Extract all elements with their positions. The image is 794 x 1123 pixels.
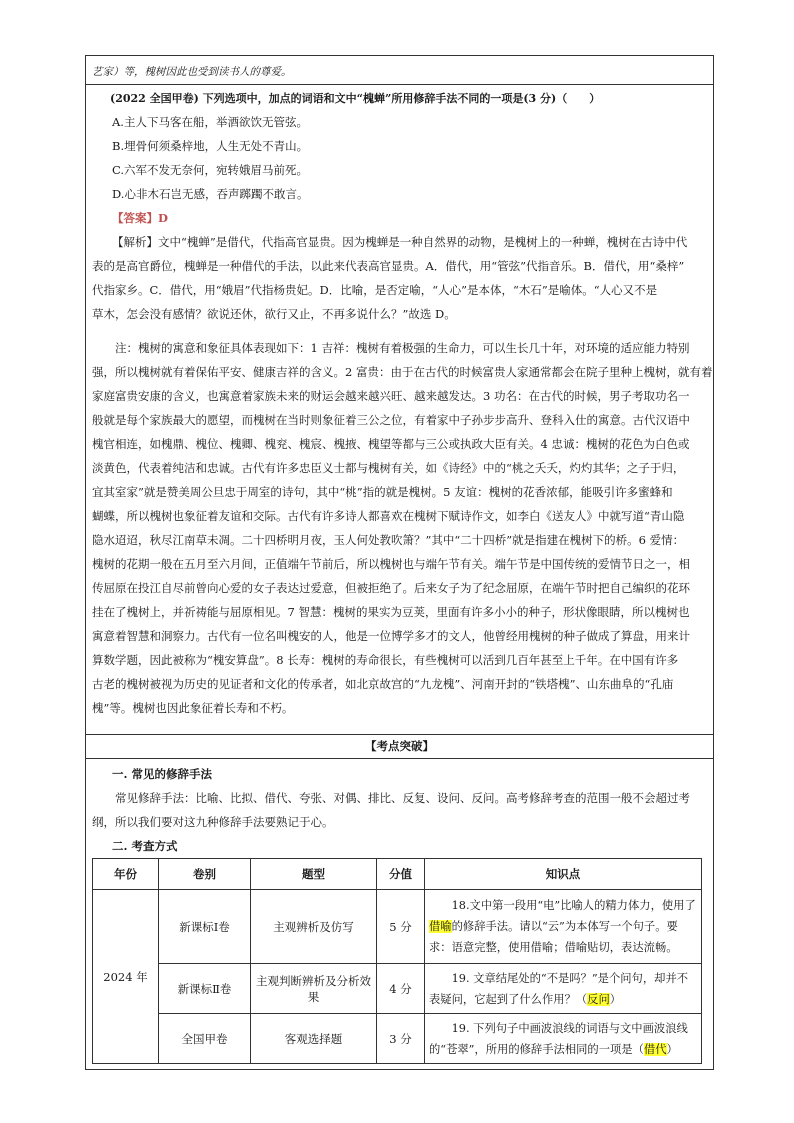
cell-score: 4 分 (377, 964, 425, 1014)
table-row (93, 1014, 702, 1064)
note-line-16: 槐”等。槐树也因此象征着长寿和不朽。 (92, 701, 294, 715)
intro-line: 艺家）等，槐树因此也受到读书人的尊爱。 (92, 66, 292, 78)
note-line-10: 槐树的花期一般在五月至六月间，正值端午节前后，所以槐树也与端午节有关。端午节是中国传统的爱情节日之一，相 (92, 557, 690, 571)
divider (85, 734, 714, 735)
kp-highlight: 借代 (643, 1042, 667, 1056)
note-line-11: 传屈原在投江自尽前曾向心爱的女子表达过爱意，但被拒绝了。后来女子为了纪念屈原，在端午节时把自己编织的花环 (92, 581, 690, 595)
exam-table (92, 858, 702, 1064)
header-score: 分值 (377, 859, 425, 890)
table-row (93, 890, 702, 964)
cell-type: 客观选择题 (251, 1014, 377, 1064)
note-line-12: 挂在了槐树上，并祈祷能与屈原相见。7 智慧：槐树的果实为豆荚，里面有许多小小的种子，形状像眼睛，所以槐树也 (92, 605, 690, 619)
analysis-line-2: 表的是高官爵位，槐蝉是一种借代的手法，以此来代表高官显贵。A．借代，用“管弦”代指音乐。B．借代，用“桑梓” (92, 259, 685, 273)
kp-highlight: 反问 (587, 992, 610, 1006)
divider (85, 758, 714, 759)
answer-label: 【答案】 (112, 211, 158, 225)
cell-type: 主观判断辨析及分析效果 (251, 964, 377, 1014)
note-line-14: 算数学题，因此被称为“槐安算盘”。8 长寿：槐树的寿命很长，有些槐树可以活到几百年甚至上千年。在中国有许多 (92, 653, 679, 667)
table-header-row (93, 859, 702, 890)
cell-knowledge (425, 890, 702, 964)
analysis-line-4: 草木，怎会没有感情？欲说还休，欲行又止，不再多说什么？”故选 D。 (92, 307, 456, 321)
cell-paper: 全国甲卷 (159, 1014, 251, 1064)
question-stem: (2022 全国甲卷) 下列选项中，加点的词语和文中“槐蝉”所用修辞手法不同的一项是(3 分)（ ） (110, 92, 601, 105)
header-year: 年份 (93, 859, 159, 890)
part2-heading: 二. 考查方式 (112, 839, 178, 853)
option-b: B.埋骨何须桑梓地，人生无处不青山。 (112, 139, 309, 153)
kp-highlight: 借喻 (429, 920, 452, 933)
option-d: D.心非木石岂无感，吞声踯躅不敢言。 (112, 187, 309, 201)
note-line-3: 家庭富贵安康的含义，也寓意着家族未来的财运会越来越兴旺、越来越发达。3 功名：在古代的时候，男子考取功名一 (92, 389, 690, 403)
divider (85, 84, 714, 85)
note-line-2: 强，所以槐树就有着保佑平安、健康吉祥的含义。2 富贵：由于在古代的时候富贵人家通常都会在院子里种上槐树，就有着 (92, 365, 713, 379)
cell-score: 5 分 (377, 890, 425, 964)
analysis-line-1: 【解析】文中“槐蝉”是借代，代指高官显贵。因为槐蝉是一种自然界的动物，是槐树上的一种蝉，槐树在古诗中代 (112, 235, 688, 249)
part1-line-2: 纲，所以我们要对这九种修辞手法要熟记于心。 (92, 815, 334, 829)
option-c: C.六军不发无奈何，宛转娥眉马前死。 (112, 163, 309, 177)
note-line-13: 寓意着智慧和洞察力。古代有一位名叫槐安的人，他是一位博学多才的文人，他曾经用槐树的种子做成了算盘，用来计 (92, 629, 690, 643)
cell-type: 主观辨析及仿写 (251, 890, 377, 964)
kp-text: ） (666, 1042, 678, 1056)
note-line-6: 淡黄色，代表着纯洁和忠诚。古代有许多忠臣义士都与槐树有关，如《诗经》中的“桃之夭夭，灼灼其华；之子于归， (92, 461, 685, 475)
note-line-8: 蝴蝶，所以槐树也象征着友谊和交际。古代有许多诗人都喜欢在槐树下赋诗作文，如李白《送友人》中就写道“青山隐 (92, 509, 685, 523)
option-a: A.主人下马客在船，举酒欲饮无管弦。 (112, 115, 308, 129)
answer-value: D (158, 211, 168, 225)
header-paper: 卷别 (159, 859, 251, 890)
part1-heading: 一. 常见的修辞手法 (112, 767, 213, 781)
analysis-line-3: 代指家乡。C．借代，用“娥眉”代指杨贵妃。D．比喻，是否定喻，“人心”是本体，“木石”是喻体。“人心又不是 (92, 283, 658, 297)
note-line-1: 注：槐树的寓意和象征具体表现如下：1 吉祥：槐树有着极强的生命力，可以生长几十年，对环境的适应能力特别 (92, 341, 690, 355)
cell-knowledge (425, 964, 702, 1014)
kp-text: 19. 文章结尾处的“不是吗？”是个问句，却并不表疑问，它起到了什么作用？（ (429, 971, 689, 1006)
part1-line-1: 常见修辞手法：比喻、比拟、借代、夸张、对偶、排比、反复、设问、反问。高考修辞考查的范围一般不会超过考 (92, 791, 690, 805)
cell-year: 2024 年 (93, 890, 159, 1064)
kp-text: ） (609, 992, 622, 1006)
header-type: 题型 (251, 859, 377, 890)
note-line-7: 宜其室家”就是赞美周公旦忠于周室的诗句，其中“桃”指的就是槐树。5 友谊：槐树的花香浓郁，能吸引许多蜜蜂和 (92, 485, 673, 499)
kp-text: 的修辞手法。请以“云”为本体写一个句子。要求：语意完整，使用借喻；借喻贴切，表达流畅。 (429, 920, 678, 954)
kp-text: 19. 下列句子中画波浪线的词语与文中画波浪线的“苍翠”，所用的修辞手法相同的一项是（ (429, 1021, 688, 1056)
cell-paper: 新课标Ⅱ卷 (159, 964, 251, 1014)
kp-text: 18.文中第一段用“电”比喻人的精力体力，使用了 (429, 899, 696, 912)
cell-paper: 新课标Ⅰ卷 (159, 890, 251, 964)
note-line-5: 槐官相连，如槐鼎、槐位、槐卿、槐兖、槐宸、槐掖、槐望等都与三公或执政大臣有关。4 忠诚：槐树的花色为白色或 (92, 437, 690, 451)
header-knowledge: 知识点 (425, 859, 702, 890)
note-line-9: 隐水迢迢，秋尽江南草未凋。二十四桥明月夜，玉人何处教吹箫？”其中“二十四桥”就是指建在槐树下的桥。6 爱情： (92, 533, 685, 547)
cell-score: 3 分 (377, 1014, 425, 1064)
answer-line (112, 208, 730, 229)
note-line-4: 般就是每个家族最大的愿望，而槐树在当时则象征着三公之位，有着家中子孙步步高升、登科入仕的寓意。古代汉语中 (92, 413, 690, 427)
cell-knowledge (425, 1014, 702, 1064)
note-line-15: 古老的槐树被视为历史的见证者和文化的传承者，如北京故宫的“九龙槐”、河南开封的“铁塔槐”、山东曲阜的“孔庙 (92, 677, 674, 691)
section-title: 【考点突破】 (365, 739, 434, 753)
table-row (93, 964, 702, 1014)
